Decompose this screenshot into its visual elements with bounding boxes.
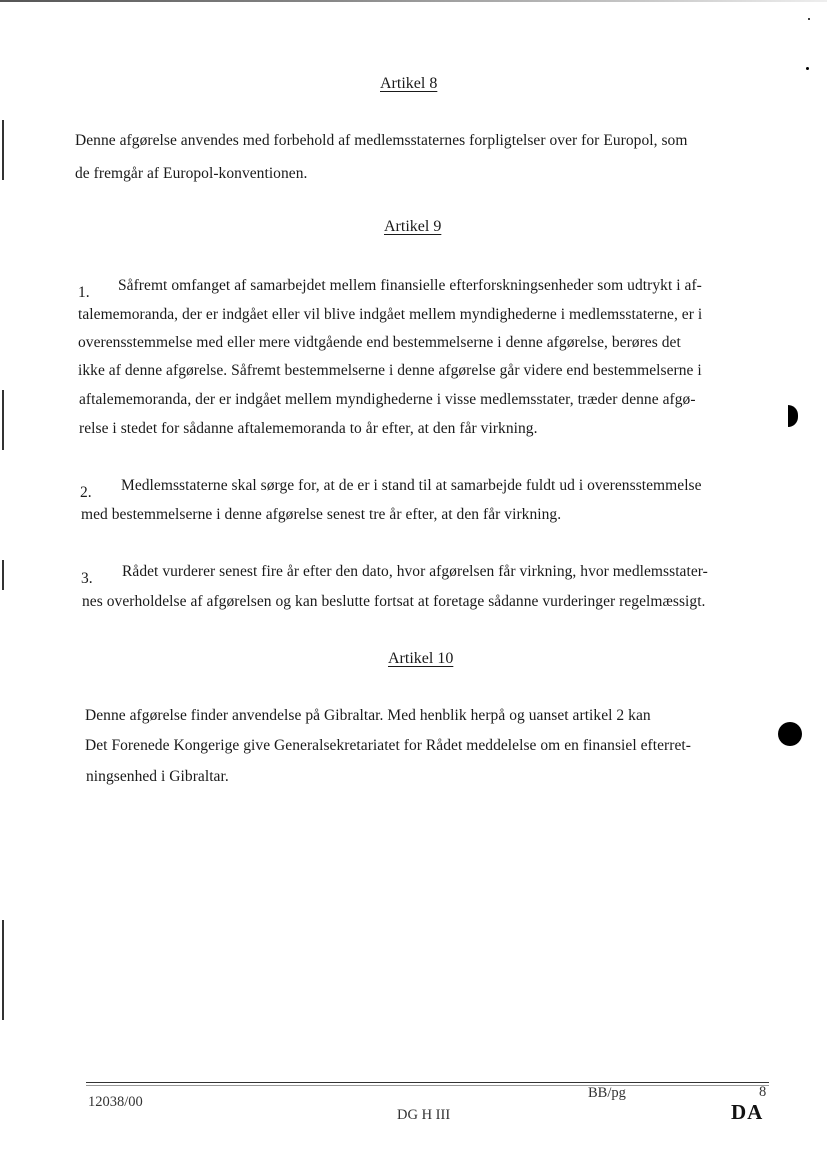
- article-9-para-1-number: 1.: [78, 284, 90, 301]
- article-9-para-1-line: aftalememoranda, der er indgået mellem myndighederne i visse medlemsstater, træder denne afgø-: [79, 391, 696, 408]
- footer-dg: DG H III: [397, 1107, 451, 1123]
- article-8-heading: Artikel 8: [380, 75, 438, 92]
- scan-left-mark: [2, 120, 4, 180]
- article-9-para-1-line: talememoranda, der er indgået eller vil blive indgået mellem myndighederne i medlemsstaterne, er i: [78, 306, 703, 323]
- article-9-para-1-line: Såfremt omfanget af samarbejdet mellem finansielle efterforskningsenheder som udtrykt i af-: [118, 277, 702, 294]
- article-10-line: ningsenhed i Gibraltar.: [86, 768, 229, 785]
- article-9-para-1-line: relse i stedet for sådanne aftalememoranda to år efter, at den får virkning.: [79, 420, 538, 437]
- article-9-para-3-number: 3.: [81, 570, 93, 587]
- article-9-para-2-line: Medlemsstaterne skal sørge for, at de er i stand til at samarbejde fuldt ud i overensstemmelse: [121, 477, 702, 494]
- scan-left-mark: [2, 920, 4, 1020]
- article-8-line: de fremgår af Europol-konventionen.: [75, 165, 308, 182]
- scan-left-mark: [2, 390, 4, 450]
- punch-hole-dot: [778, 722, 802, 746]
- article-9-para-2-number: 2.: [80, 484, 92, 501]
- article-9-para-1-line: ikke af denne afgørelse. Såfremt bestemmelserne i denne afgørelse går videre end bestemmelserne i: [78, 362, 702, 379]
- scan-speck: [806, 67, 809, 70]
- footer-rule-secondary: [86, 1085, 769, 1086]
- footer-initials: BB/pg: [588, 1085, 626, 1101]
- article-9-para-3-line: Rådet vurderer senest fire år efter den dato, hvor afgørelsen får virkning, hvor medlemsstater-: [122, 563, 708, 580]
- article-10-line: Denne afgørelse finder anvendelse på Gibraltar. Med henblik herpå og uanset artikel 2 kan: [85, 707, 651, 724]
- punch-hole-mark: [788, 405, 798, 427]
- article-9-para-3-line: nes overholdelse af afgørelsen og kan beslutte fortsat at foretage sådanne vurderinger regelmæssigt.: [82, 593, 706, 610]
- article-10-line: Det Forenede Kongerige give Generalsekretariatet for Rådet meddelelse om en finansiel efterret-: [85, 737, 691, 754]
- footer-doc-number: 12038/00: [88, 1094, 143, 1110]
- article-10-heading: Artikel 10: [388, 650, 454, 667]
- footer-page-number: 8: [759, 1084, 767, 1100]
- article-8-line: Denne afgørelse anvendes med forbehold af medlemsstaternes forpligtelser over for Europol, som: [75, 132, 688, 149]
- footer-rule: [86, 1082, 769, 1083]
- article-9-para-1-line: overensstemmelse med eller mere vidtgående end bestemmelserne i denne afgørelse, berøres det: [78, 334, 681, 351]
- article-9-para-2-line: med bestemmelserne i denne afgørelse senest tre år efter, at den får virkning.: [81, 506, 562, 523]
- footer-language-code: DA: [731, 1100, 764, 1124]
- scan-left-mark: [2, 560, 4, 590]
- scan-top-edge: [0, 0, 827, 2]
- article-9-heading: Artikel 9: [384, 218, 442, 235]
- scan-speck: [808, 18, 810, 20]
